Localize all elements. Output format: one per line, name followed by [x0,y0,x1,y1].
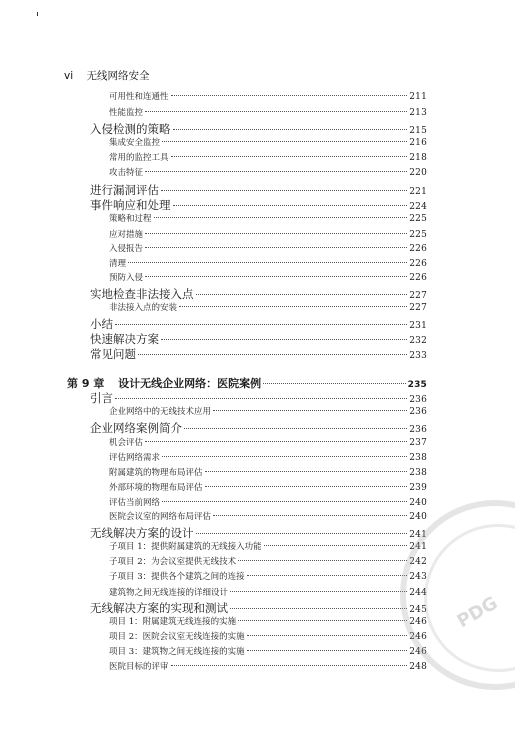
leader-dots [171,156,408,157]
toc-entry-page: 213 [409,108,427,118]
toc-entry-title: 入侵报告 [109,244,144,254]
header-page-number: vi [64,70,74,82]
toc-entry [109,212,427,224]
toc-entry-page: 241 [409,530,427,540]
toc-entry-title: 攻击特征 [109,168,144,178]
toc-entry [109,570,427,582]
leader-dots [162,456,407,457]
toc-entry [90,390,427,406]
toc-entry [109,451,427,463]
chapter-label: 第 9 章 [67,377,105,390]
toc-entry-page: 226 [409,244,427,254]
chapter-title: 设计无线企业网络：医院案例 [118,377,262,390]
toc-entry [109,615,427,627]
toc-entry [109,436,427,448]
toc-entry-title: 预防入侵 [109,273,144,283]
toc-entry-page: 216 [409,138,427,148]
toc-entry [90,600,427,616]
leader-dots [145,111,407,112]
toc-entry-page: 244 [409,588,427,598]
leader-dots [264,545,408,546]
toc-entry-title: 引言 [90,391,113,405]
toc-entry-page: 246 [409,632,427,642]
toc-entry-title: 子项目 2：为会议室提供无线技术 [109,557,237,567]
leader-dots [184,428,407,429]
toc-entry-page: 211 [409,92,427,102]
leader-dots [247,575,408,576]
toc-entry-title: 策略和过程 [109,214,152,224]
chapter-page: 235 [407,380,427,390]
toc-entry-title: 机会评估 [109,438,144,448]
leader-dots [115,324,407,325]
leader-dots [179,306,407,307]
toc-entry-title: 性能监控 [109,108,144,118]
toc-entry-title: 小结 [90,317,113,331]
toc-entry-page: 241 [409,542,427,552]
toc-entry [109,586,427,598]
chapter-heading [67,375,427,391]
toc-entry-title: 常用的监控工具 [109,153,169,163]
toc-entry [109,301,427,313]
toc-entry-title: 企业网络案例简介 [90,421,182,435]
toc-entry-title: 无线解决方案的设计 [90,526,194,540]
toc-entry-title: 快速解决方案 [90,332,159,346]
toc-entry-page: 220 [409,168,427,178]
toc-entry-page: 238 [409,453,427,463]
toc-entry-title: 企业网络中的无线技术应用 [109,407,212,417]
toc-entry [109,540,427,552]
toc-entry-page: 242 [409,557,427,567]
toc-entry-title: 清理 [109,259,127,269]
toc-entry [109,481,427,493]
toc-entry-title: 医院会议室的网络布局评估 [109,512,212,522]
stamp-inner-ring [424,524,515,672]
toc-entry-title: 项目 2：医院会议室无线连接的实施 [109,632,245,642]
toc-entry-title: 子项目 3：提供各个建筑之间的连接 [109,572,245,582]
leader-dots [196,294,408,295]
leader-dots [238,620,407,621]
toc-entry-title: 集成安全监控 [109,138,161,148]
leader-dots [230,608,407,609]
toc-entry [90,121,427,137]
toc-entry-page: 226 [409,273,427,283]
toc-entry [109,466,427,478]
toc-entry [90,346,427,362]
toc-entry-page: 225 [409,214,427,224]
leader-dots [171,665,408,666]
leader-dots [145,171,407,172]
toc-entry-page: 231 [409,321,427,331]
leader-dots [145,233,407,234]
toc-entry [90,316,427,332]
leader-dots [230,591,407,592]
leader-dots [263,383,405,384]
leader-dots [247,635,408,636]
toc-entry-page: 226 [409,259,427,269]
toc-entry-page: 227 [409,303,427,313]
leader-dots [145,441,407,442]
toc-entry [90,331,427,347]
toc-entry [109,271,427,283]
leader-dots [213,410,407,411]
toc-entry [109,405,427,417]
toc-entry-page: 232 [409,336,427,346]
leader-dots [162,501,407,502]
toc-entry-title: 可用性和连通性 [109,92,169,102]
toc-entry-title: 子项目 1：提供附属建筑的无线接入功能 [109,542,262,552]
toc-entry [109,136,427,148]
leader-dots [162,141,407,142]
toc-entry [109,242,427,254]
toc-entry [90,197,427,213]
toc-entry [109,228,427,240]
toc-entry [109,90,427,102]
toc-entry-page: 238 [409,468,427,478]
toc-entry [109,645,427,657]
toc-entry-page: 237 [409,438,427,448]
toc-entry-page: 225 [409,230,427,240]
leader-dots [145,247,407,248]
leader-dots [115,398,407,399]
stamp-text: PDG [453,592,502,633]
toc-entry [109,660,427,672]
toc-entry-page: 218 [409,153,427,163]
leader-dots [213,515,407,516]
toc-entry-title: 应对措施 [109,230,144,240]
toc-entry-title: 医院目标的评审 [109,662,169,672]
toc-entry [109,166,427,178]
toc-entry-title: 附属建筑的物理布局评估 [109,468,203,478]
header-book-title: 无线网络安全 [86,70,150,82]
toc-entry [109,106,427,118]
toc-entry [109,555,427,567]
toc-entry [90,182,427,198]
toc-entry-page: 240 [409,498,427,508]
toc-entry-page: 221 [409,187,427,197]
toc-entry-title: 外部环境的物理布局评估 [109,483,203,493]
leader-dots [171,95,408,96]
toc-entry-page: 236 [409,407,427,417]
toc-entry-title: 进行漏洞评估 [90,183,159,197]
leader-dots [173,205,408,206]
leader-dots [154,217,408,218]
toc-entry-title: 非法接入点的安装 [109,303,178,313]
leader-dots [205,486,408,487]
toc-entry-page: 233 [409,351,427,361]
toc-entry-page: 227 [409,291,427,301]
toc-entry [90,525,427,541]
leader-dots [161,190,407,191]
toc-entry-page: 236 [409,395,427,405]
toc-entry-page: 240 [409,512,427,522]
toc-entry-title: 项目 1：附属建筑无线连接的实施 [109,617,237,627]
toc-entry-page: 224 [409,202,427,212]
toc-entry-title: 建筑物之间无线连接的详细设计 [109,588,229,598]
running-header [64,68,149,83]
leader-dots [196,533,408,534]
toc-entry [90,286,427,302]
toc-entry-title: 无线解决方案的实现和测试 [90,601,228,615]
toc-entry-title: 事件响应和处理 [90,198,171,212]
toc-entry [109,151,427,163]
leader-dots [205,471,408,472]
leader-dots [145,276,407,277]
toc-entry-title: 项目 3：建筑物之间无线连接的实施 [109,647,245,657]
toc-entry-title: 评估当前网络 [109,498,161,508]
toc-entry-title: 评估网络需求 [109,453,161,463]
leader-dots [173,129,408,130]
toc-entry-page: 246 [409,617,427,627]
toc-entry [109,496,427,508]
toc-entry-title: 实地检查非法接入点 [90,287,194,301]
toc-entry-page: 245 [409,605,427,615]
scan-speck [37,12,38,16]
toc-entry [109,630,427,642]
toc-entry-page: 248 [409,662,427,672]
leader-dots [138,354,407,355]
toc-entry-page: 215 [409,126,427,136]
leader-dots [161,339,407,340]
leader-dots [128,262,407,263]
toc-entry-page: 236 [409,425,427,435]
toc-entry-page: 243 [409,572,427,582]
toc-entry [109,257,427,269]
toc-entry-page: 246 [409,647,427,657]
leader-dots [238,560,407,561]
leader-dots [247,650,408,651]
toc-entry-title: 入侵检测的策略 [90,122,171,136]
toc-entry [109,510,427,522]
toc-entry [90,420,427,436]
toc-entry-title: 常见问题 [90,347,136,361]
toc-entry-page: 239 [409,483,427,493]
